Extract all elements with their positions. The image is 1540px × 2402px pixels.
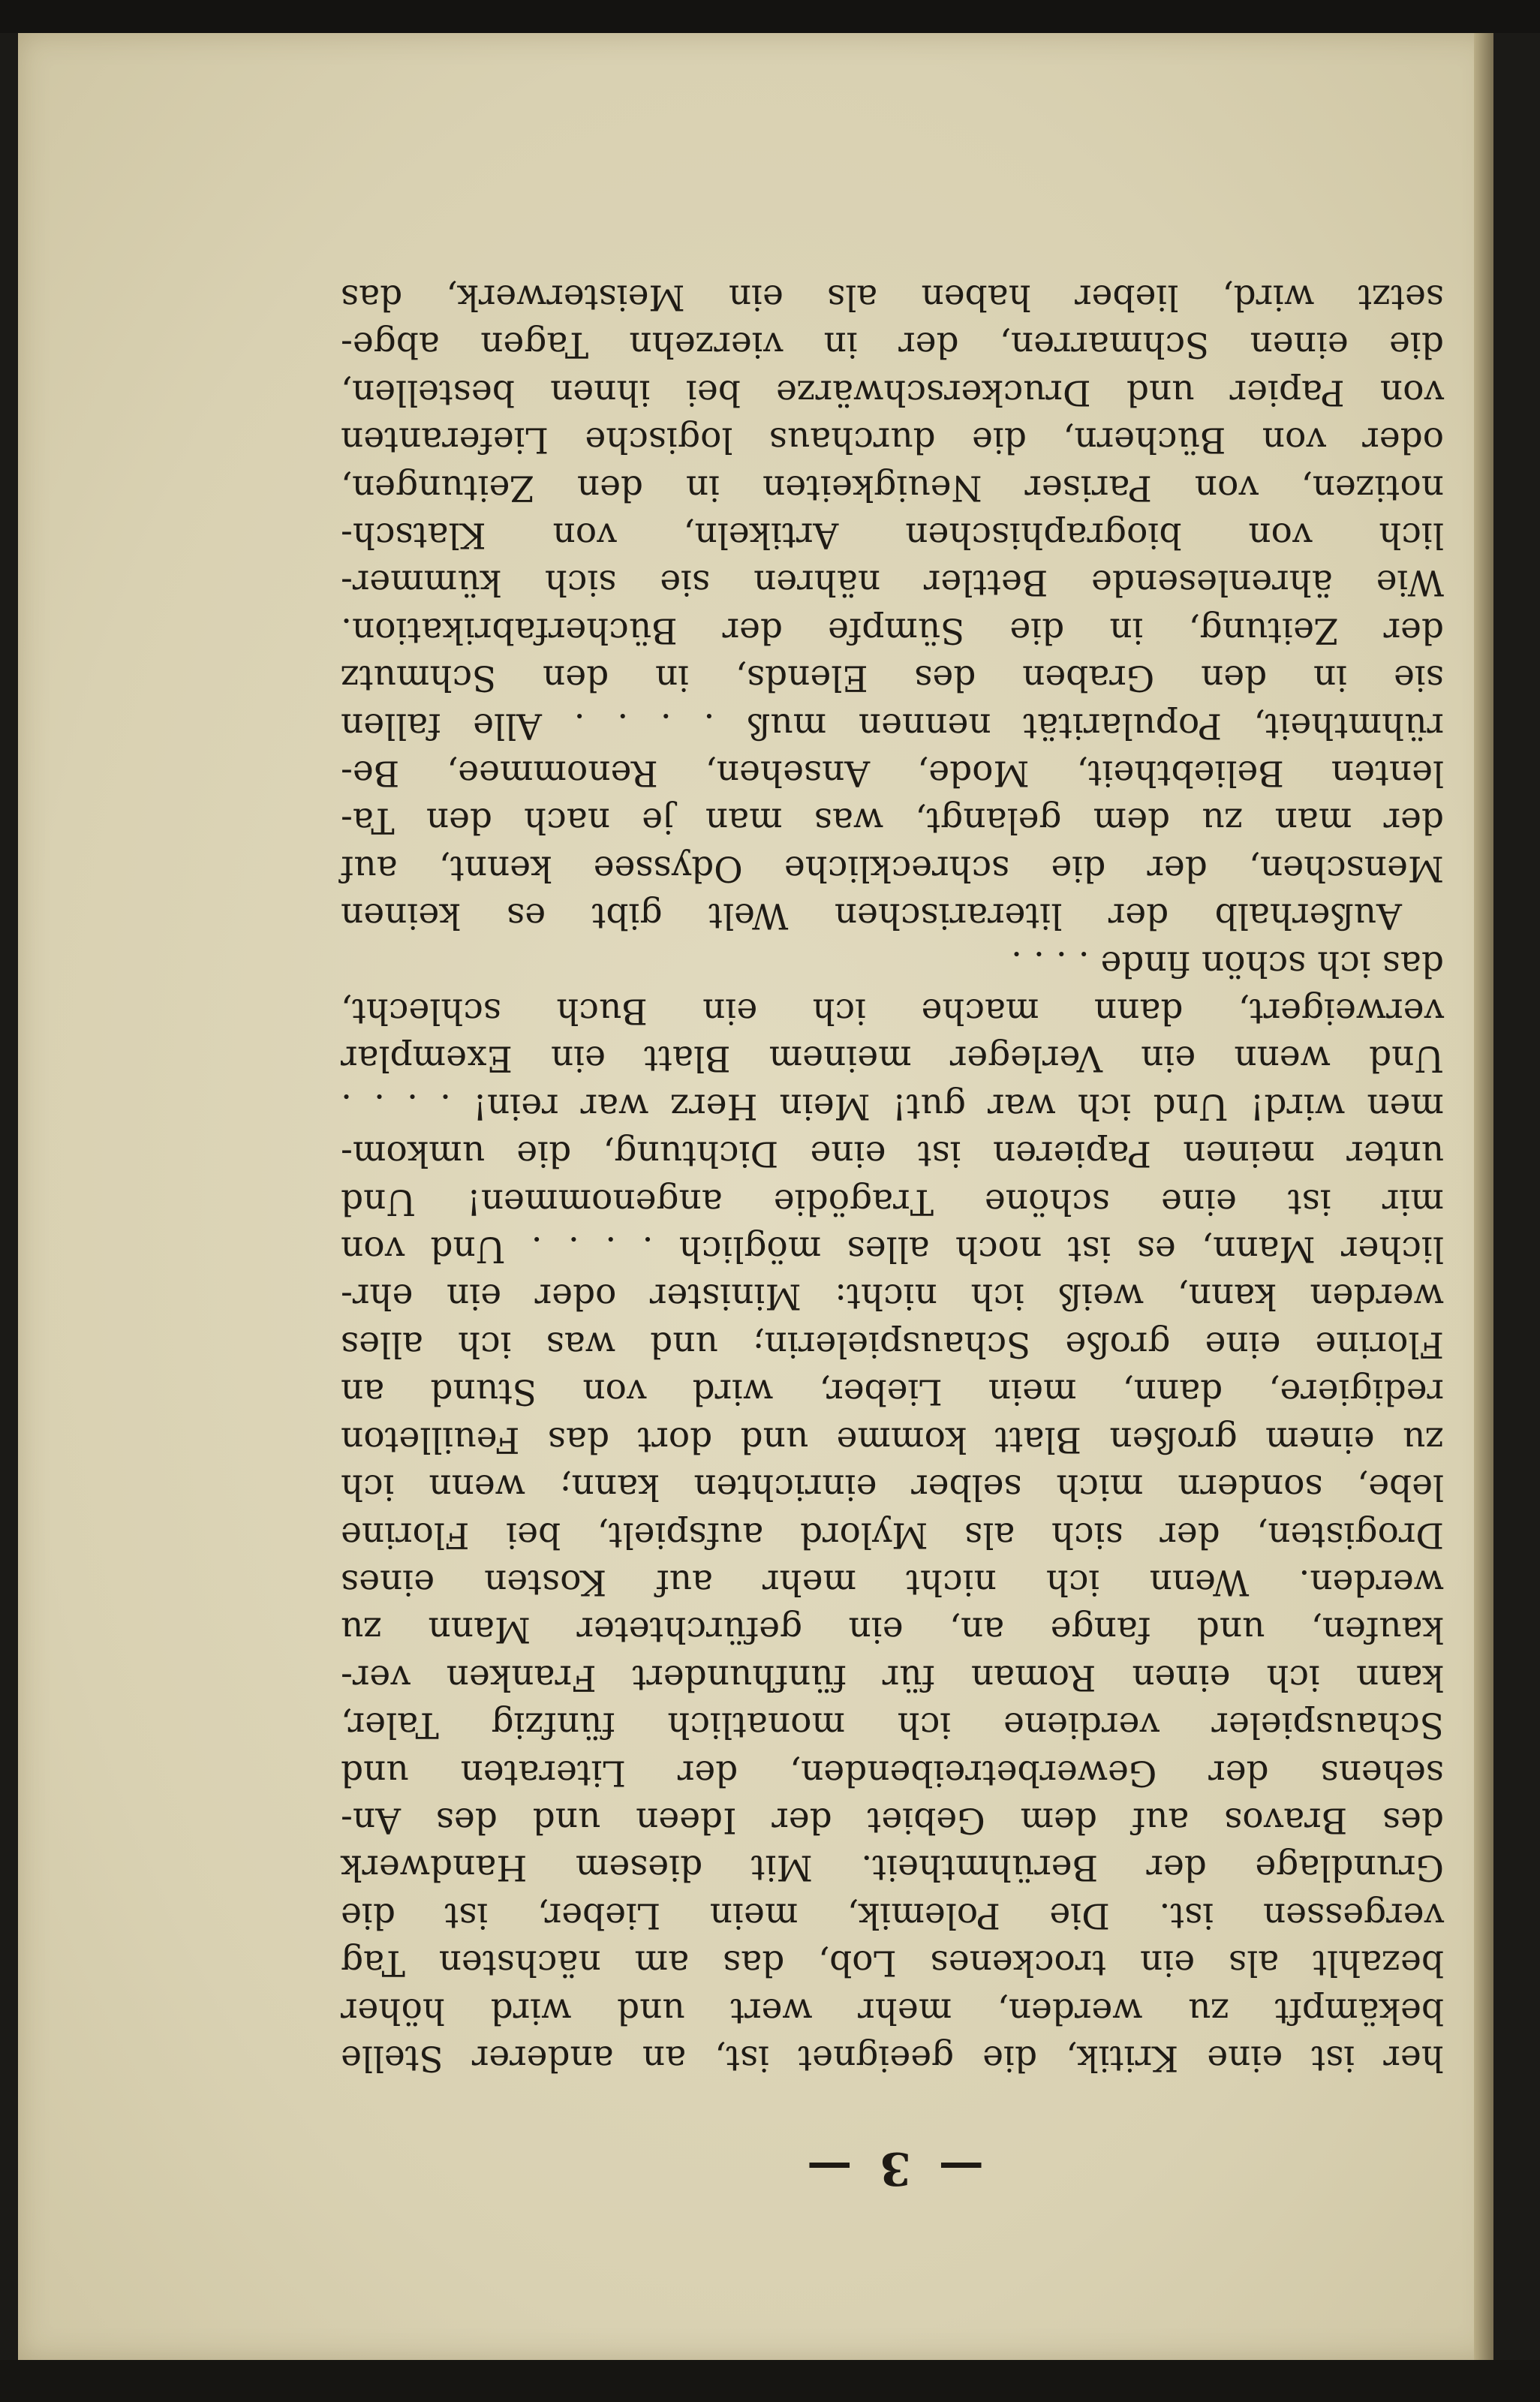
paragraph-2 xyxy=(341,273,1444,940)
text-line: der man zu dem gelangt, was man je nach den Ta- xyxy=(341,799,1444,841)
text-line: Und wenn ein Verleger meinem Blatt ein Exemplar xyxy=(341,1037,1444,1079)
scan-border-bottom xyxy=(0,2360,1540,2402)
page-number: — 3 — xyxy=(801,2142,984,2195)
text-line: das ich schön finde . . . . xyxy=(1011,943,1444,985)
text-line: mir ist eine schöne Tragödie angenommen! Und xyxy=(341,1181,1444,1223)
text-line: die einen Schmarren, der in vierzehn Tagen abge- xyxy=(341,324,1444,366)
rotated-text-block xyxy=(341,273,1444,2194)
text-line: redigiere, dann, mein Lieber, wird von Stund an xyxy=(341,1371,1444,1413)
text-line: bezahlt als ein trockenes Lob, das am nächsten Tag xyxy=(341,1942,1444,1984)
text-line: her ist eine Kritik, die geeignet ist, an anderer Stelle xyxy=(341,2037,1444,2079)
text-line: des Bravos auf dem Gebiet der Ideen und des An- xyxy=(341,1799,1444,1841)
scan-border-top xyxy=(0,0,1540,33)
text-line: unter meinen Papieren ist eine Dichtung, die umkom- xyxy=(341,1133,1444,1175)
text-line: lich von biographischen Artikeln, von Klatsch- xyxy=(341,514,1444,556)
text-line: werden kann, weiß ich nicht: Minister oder ein ehr- xyxy=(341,1275,1444,1317)
text-line: Grundlage der Berühmtheit. Mit diesem Handwerk xyxy=(341,1847,1444,1889)
text-line: der Zeitung, in die Sümpfe der Bücherfabrikation. xyxy=(341,610,1444,652)
text-line: zu einem großen Blatt komme und dort das Feuilleton xyxy=(341,1419,1444,1461)
text-line: notizen, von Pariser Neuigkeiten in den Zeitungen, xyxy=(341,467,1444,509)
book-page xyxy=(18,33,1493,2360)
text-line: Florine eine große Schauspielerin; und was ich alles xyxy=(341,1323,1444,1365)
text-line: werden. Wenn ich nicht mehr auf Kosten eines xyxy=(341,1561,1444,1603)
text-line: Drogisten, der sich als Mylord aufspielt, bei Florine xyxy=(341,1513,1444,1555)
text-line: bekämpft zu werden, mehr wert und wird höher xyxy=(341,1990,1444,2032)
paragraph-1 xyxy=(341,940,1444,2082)
text-line: lenten Beliebtheit, Mode, Ansehen, Renommee, Be- xyxy=(341,752,1444,794)
text-line: Schauspieler verdiene ich monatlich fünfzig Taler, xyxy=(341,1704,1444,1746)
page-gutter xyxy=(1474,33,1493,2360)
text-line: sie in den Graben des Elends, in den Schmutz xyxy=(341,657,1444,699)
text-line: oder von Büchern, die durchaus logische Lieferanten xyxy=(341,419,1444,461)
text-line: rühmtheit, Popularität nennen muß . . . . Alle fallen xyxy=(341,705,1444,747)
text-line: Wie ährenlesende Bettler nähren sie sich kümmer- xyxy=(341,561,1444,604)
text-line: lebe, sondern mich selber einrichten kann; wenn ich xyxy=(341,1466,1444,1508)
text-line: men wird! Und ich war gut! Mein Herz war rein! . . . . xyxy=(341,1085,1444,1127)
text-line: kaufen, und fange an, ein gefürchteter Mann zu xyxy=(341,1609,1444,1651)
text-line: kann ich einen Roman für fünfhundert Franken ver- xyxy=(341,1657,1444,1699)
text-line: von Papier und Druckerschwärze bei ihnen bestellen, xyxy=(341,372,1444,414)
text-line: Außerhalb der literarischen Welt gibt es keinen xyxy=(341,895,1402,937)
text-line: sehens der Gewerbetreibenden, der Literaten und xyxy=(341,1752,1444,1793)
text-line: licher Mann, es ist noch alles möglich . . . . Und von xyxy=(341,1228,1444,1270)
text-line: setzt wird, lieber haben als ein Meisterwerk, das xyxy=(341,276,1444,318)
text-line: Menschen, der die schreckliche Odyssee kennt, auf xyxy=(341,847,1444,889)
text-line: vergessen ist. Die Polemik, mein Lieber, ist die xyxy=(341,1895,1444,1937)
text-line: verweigert, dann mache ich ein Buch schlecht, xyxy=(341,990,1444,1032)
